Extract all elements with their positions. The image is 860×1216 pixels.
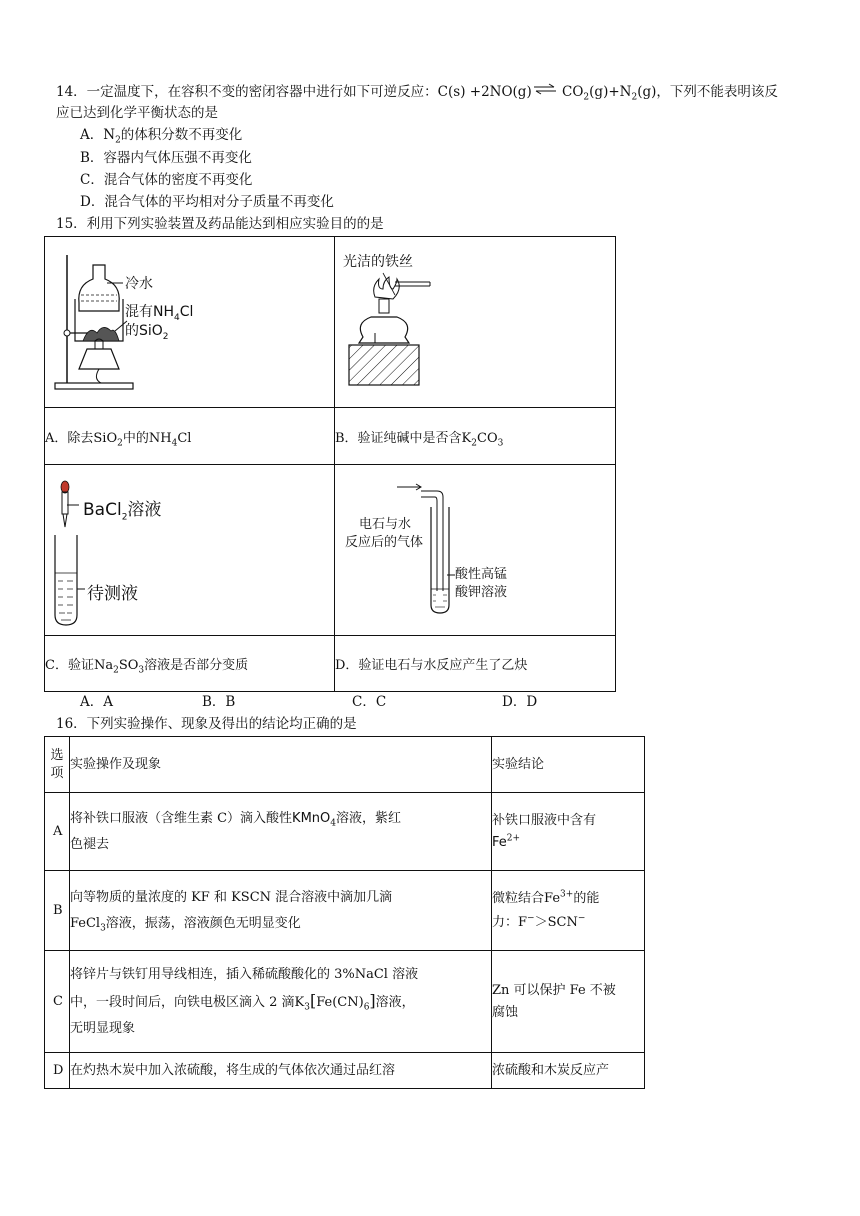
q15-figure-b [335, 237, 616, 408]
label-sio2: 的SiO$_2$ [125, 323, 169, 342]
q15-options-table [44, 236, 616, 692]
table-row [45, 1053, 645, 1089]
q14-option-c[interactable]: C．混合气体的密度不再变化 [80, 172, 253, 188]
q15-choice-b[interactable]: B．B [202, 694, 236, 710]
header-conclusion: 实验结论 [492, 737, 645, 793]
table-row [45, 793, 645, 871]
q15-choice-c[interactable]: C．C [352, 694, 387, 710]
q15-caption-b: B．验证纯碱中是否含$K_2CO_3$ [335, 408, 616, 465]
q15-figure-d [335, 465, 616, 636]
table-row [45, 871, 645, 951]
label-kmno4-line2: 酸钾溶液 [455, 585, 508, 600]
label-iron-wire: 光洁的铁丝 [343, 254, 413, 270]
label-gas-line1: 电石与水 [359, 517, 412, 532]
row-c-operation: 将锌片与铁钉用导线相连，插入稀硫酸酸化的 3%NaCl 溶液 中，一段时间后，向铁电极区滴入 2 滴$K_3[Fe(CN)_6]$溶液， 无明显现象 [69, 951, 491, 1053]
equilibrium-arrow-icon [532, 81, 558, 101]
row-b-option: B [45, 871, 70, 951]
row-c-conclusion: Zn 可以保护 Fe 不被 腐蚀 [492, 951, 645, 1053]
label-bacl2-solution: BaCl$_2$溶液 [83, 500, 162, 523]
q15-figure-a [45, 237, 335, 408]
row-a-option: A [45, 793, 70, 871]
q15-caption-d: D．验证电石与水反应产生了乙炔 [335, 636, 616, 692]
row-d-conclusion: 浓硫酸和木炭反应产 [492, 1053, 645, 1089]
q15-figure-c [45, 465, 335, 636]
q16-table [44, 736, 645, 1089]
q15-caption-c: C．验证$Na_2SO_3$溶液是否部分变质 [45, 636, 335, 692]
row-d-operation: 在灼热木炭中加入浓硫酸，将生成的气体依次通过品红溶 [69, 1053, 491, 1089]
row-b-operation: 向等物质的量浓度的 KF 和 KSCN 混合溶液中滴加几滴 FeCl$_3$溶液，振荡，溶液颜色无明显变化 [69, 871, 491, 951]
header-option: 选 项 [45, 737, 70, 793]
q14-option-b[interactable]: B．容器内气体压强不再变化 [80, 150, 252, 166]
q15-choice-a[interactable]: A．A [80, 694, 113, 710]
q16-stem: 16．下列实验操作、现象及得出的结论均正确的是 [56, 716, 357, 732]
test-tube-dropper-icon [45, 465, 334, 635]
q14-stem-line2: 应已达到化学平衡状态的是 [56, 105, 218, 121]
q15-stem: 15．利用下列实验装置及药品能达到相应实验目的的是 [56, 216, 384, 232]
gas-washing-tube-icon [335, 465, 615, 635]
row-b-conclusion: 微粒结合$Fe^{3+}$的能 力：F−＞SCN− [492, 871, 645, 951]
label-nh4cl-mixture: 混有$NH_4Cl$ [125, 304, 194, 323]
row-a-operation: 将补铁口服液（含维生素 C）滴入酸性KMnO$_4$溶液，紫红 色褪去 [69, 793, 491, 871]
header-operation: 实验操作及现象 [69, 737, 491, 793]
q15-caption-a: A．除去SiO$_2$中的$NH_4Cl$ [45, 408, 335, 465]
q14-option-d[interactable]: D．混合气体的平均相对分子质量不再变化 [80, 194, 334, 210]
label-gas-line2: 反应后的气体 [345, 535, 424, 550]
table-header-row [45, 737, 645, 793]
sublimation-apparatus-icon [45, 237, 334, 407]
label-test-solution: 待测液 [87, 584, 138, 604]
row-c-option: C [45, 951, 70, 1053]
label-cold-water: 冷水 [125, 276, 153, 292]
table-row [45, 951, 645, 1053]
q14-stem-line1: 14．一定温度下，在容积不变的密闭容器中进行如下可逆反应：C(s) +2NO(g) $CO_2(g)+N_2(g)$，下列不能表明该反 [56, 82, 778, 102]
q14-option-a[interactable]: A．$N_2$的体积分数不再变化 [80, 127, 243, 146]
q15-choice-d[interactable]: D．D [502, 694, 538, 710]
label-kmno4-line1: 酸性高锰 [455, 567, 508, 582]
row-a-conclusion: 补铁口服液中含有 $Fe^{2+}$ [492, 793, 645, 871]
row-d-option: D [45, 1053, 70, 1089]
